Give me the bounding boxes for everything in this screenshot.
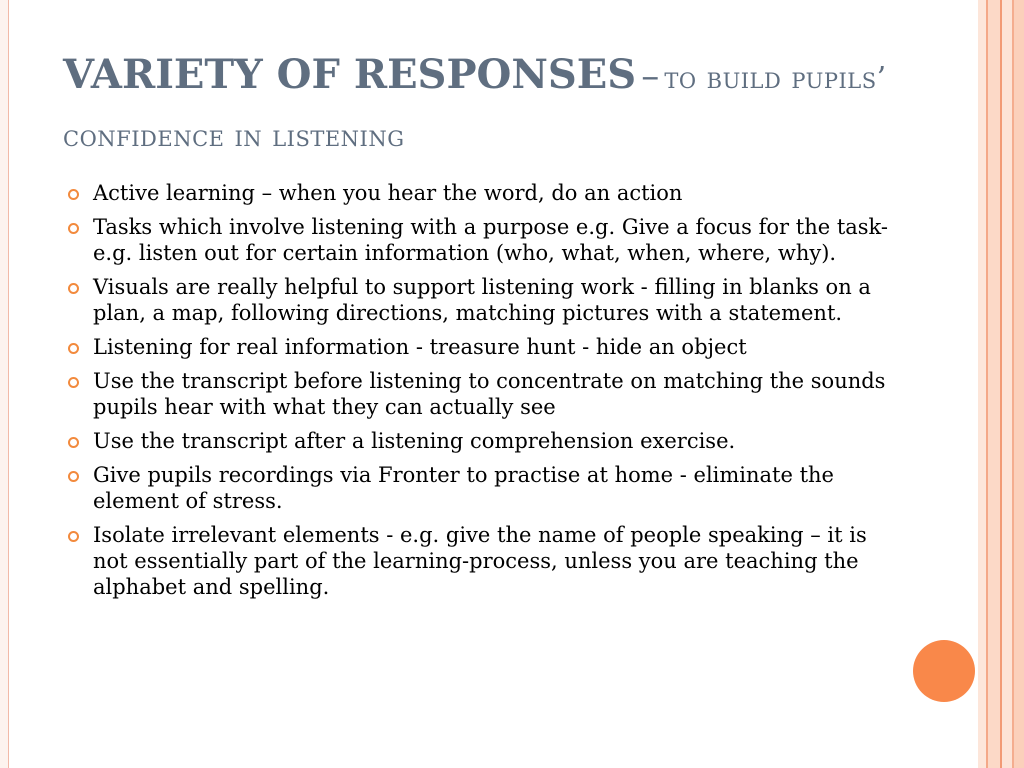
- bullet-text: Give pupils recordings via Fronter to practise at home - eliminate the element of stress.: [93, 463, 834, 513]
- bullet-item: [68, 274, 908, 326]
- bullet-marker-icon: [68, 343, 79, 354]
- bullet-item: [68, 180, 908, 206]
- bullet-text: Listening for real information - treasure hunt - hide an object: [93, 335, 747, 359]
- bullet-text: Use the transcript after a listening comprehension exercise.: [93, 429, 736, 453]
- bullet-text: Tasks which involve listening with a purpose e.g. Give a focus for the task- e.g. listen out for certain information (who, what, when, where, why).: [93, 215, 889, 265]
- bullet-marker-icon: [68, 283, 79, 294]
- right-stripe-decoration: [978, 0, 1024, 768]
- stripe: [1002, 0, 1012, 768]
- bullet-marker-icon: [68, 223, 79, 234]
- stripe: [988, 0, 1000, 768]
- bullet-text: Visuals are really helpful to support listening work - filling in blanks on a plan, a map, following directions, matching pictures with a statement.: [93, 275, 871, 325]
- title-main: VARIETY OF RESPONSES: [63, 51, 637, 98]
- bullet-item: [68, 522, 908, 600]
- stripe: [978, 0, 986, 768]
- decorative-circle: [913, 640, 975, 702]
- stripe: [1014, 0, 1024, 768]
- bullet-text: Isolate irrelevant elements - e.g. give the name of people speaking – it is not essentially part of the learning-process, unless you are teaching the alphabet and spelling.: [93, 523, 867, 599]
- slide-title: [63, 48, 963, 168]
- title-subtitle: to build pupils’ confidence in listening: [63, 61, 887, 154]
- title-dash: –: [641, 56, 660, 97]
- bullet-marker-icon: [68, 189, 79, 200]
- bullet-item: [68, 368, 908, 420]
- bullet-marker-icon: [68, 531, 79, 542]
- bullet-item: [68, 334, 908, 360]
- left-border-decoration: [0, 0, 9, 768]
- bullet-text: Active learning – when you hear the word, do an action: [93, 181, 683, 205]
- bullet-marker-icon: [68, 437, 79, 448]
- bullet-item: [68, 462, 908, 514]
- bullet-marker-icon: [68, 377, 79, 388]
- bullet-marker-icon: [68, 471, 79, 482]
- bullet-text: Use the transcript before listening to concentrate on matching the sounds pupils hear with what they can actually see: [93, 369, 886, 419]
- bullet-item: [68, 214, 908, 266]
- bullet-item: [68, 428, 908, 454]
- bullet-list: [68, 180, 908, 608]
